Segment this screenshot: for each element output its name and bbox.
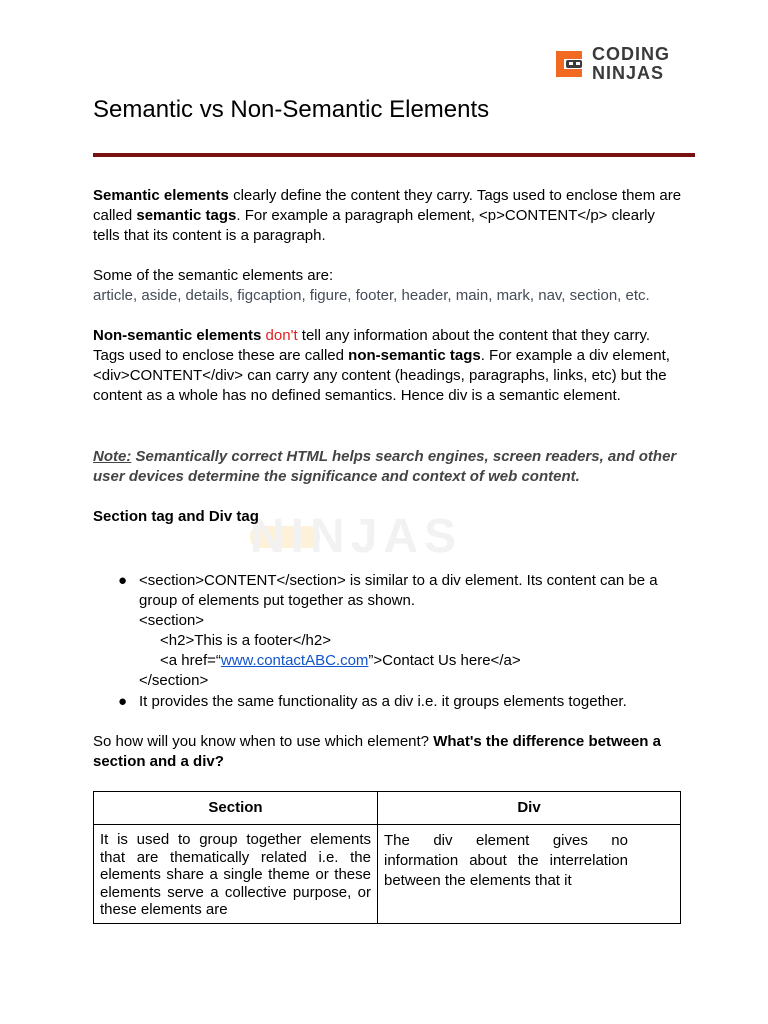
code-line-section-close: </section> — [139, 672, 209, 689]
bullet-text: It provides the same functionality as a div i.e. it groups elements together. — [139, 693, 627, 710]
p3-text-1: tell any information about the content that they carry. Tags used to enclose these are called — [93, 327, 651, 364]
bullet-icon: ● — [118, 572, 128, 589]
code-anchor-prefix: <a href=“ — [160, 652, 221, 669]
code-line-anchor — [160, 651, 521, 671]
logo-text — [592, 45, 670, 83]
note-text: Semantically correct HTML helps search engines, screen readers, and other user devices determine the significance and context of web content. — [93, 448, 677, 485]
coding-ninjas-logo-icon — [552, 47, 586, 81]
table-header-div: Div — [378, 792, 681, 825]
non-semantic-elements-term: Non-semantic elements — [93, 327, 262, 344]
p3-text-2: . For example a div element, <div>CONTENT</div> can carry any content (headings, paragraphs, links, etc) but the content as a whole has no defined semantics. Hence div is a semantic element. — [93, 347, 670, 404]
section-heading: Section tag and Div tag — [93, 508, 259, 525]
semantic-list: article, aside, details, figcaption, figure, footer, header, main, mark, nav, section, etc. — [93, 287, 650, 304]
bullet-icon: ● — [118, 693, 128, 710]
comparison-table — [93, 791, 681, 924]
logo-line-2: NINJAS — [592, 63, 665, 83]
non-semantic-tags-term: non-semantic tags — [348, 347, 481, 364]
table-cell-div — [378, 825, 681, 924]
semantic-tags-term: semantic tags — [136, 207, 237, 224]
question-bold: What's the difference between a section and a div? — [93, 733, 661, 770]
semantic-list-intro: Some of the semantic elements are: — [93, 267, 334, 284]
question-paragraph — [93, 732, 683, 772]
table-header-row — [94, 792, 681, 825]
dont-highlight: don't — [261, 327, 298, 344]
contact-link[interactable]: www.contactABC.com — [220, 652, 369, 669]
p1-text-2: . For example a paragraph element, <p>CONTENT</p> clearly tells that its content is a paragraph. — [93, 207, 655, 244]
coding-ninjas-logo — [552, 44, 692, 84]
code-line-h2: <h2>This is a footer</h2> — [160, 632, 331, 649]
code-anchor-suffix: ”>Contact Us here</a> — [368, 652, 521, 669]
logo-line-1: CODING — [592, 44, 670, 64]
semantic-definition-paragraph — [93, 186, 683, 246]
bullet-text: <section>CONTENT</section> is similar to a div element. Its content can be a group of elements put together as shown. — [139, 572, 658, 609]
note-label: Note: — [93, 448, 132, 465]
non-semantic-definition-paragraph — [93, 326, 683, 406]
title-divider — [93, 153, 695, 157]
table-cell-section — [94, 825, 378, 924]
table-cell-div-text: The div element gives no information about the interrelation between the elements that it — [384, 832, 628, 889]
note-paragraph — [93, 447, 683, 487]
question-text: So how will you know when to use which element? — [93, 733, 434, 750]
table-header-section: Section — [94, 792, 378, 825]
semantic-elements-list-paragraph — [93, 266, 683, 306]
watermark: NINJAS — [250, 510, 463, 563]
code-line-section-open: <section> — [139, 612, 205, 629]
table-cell-section-text: It is used to group together elements that are thematically related i.e. the elements share a single theme or these elements serve a collective purpose, or these elements are — [100, 831, 371, 917]
table-row — [94, 825, 681, 924]
semantic-elements-term: Semantic elements — [93, 187, 229, 204]
page-title: Semantic vs Non-Semantic Elements — [93, 96, 490, 123]
p1-text-1: clearly define the content they carry. Tags used to enclose them are called — [93, 187, 682, 224]
